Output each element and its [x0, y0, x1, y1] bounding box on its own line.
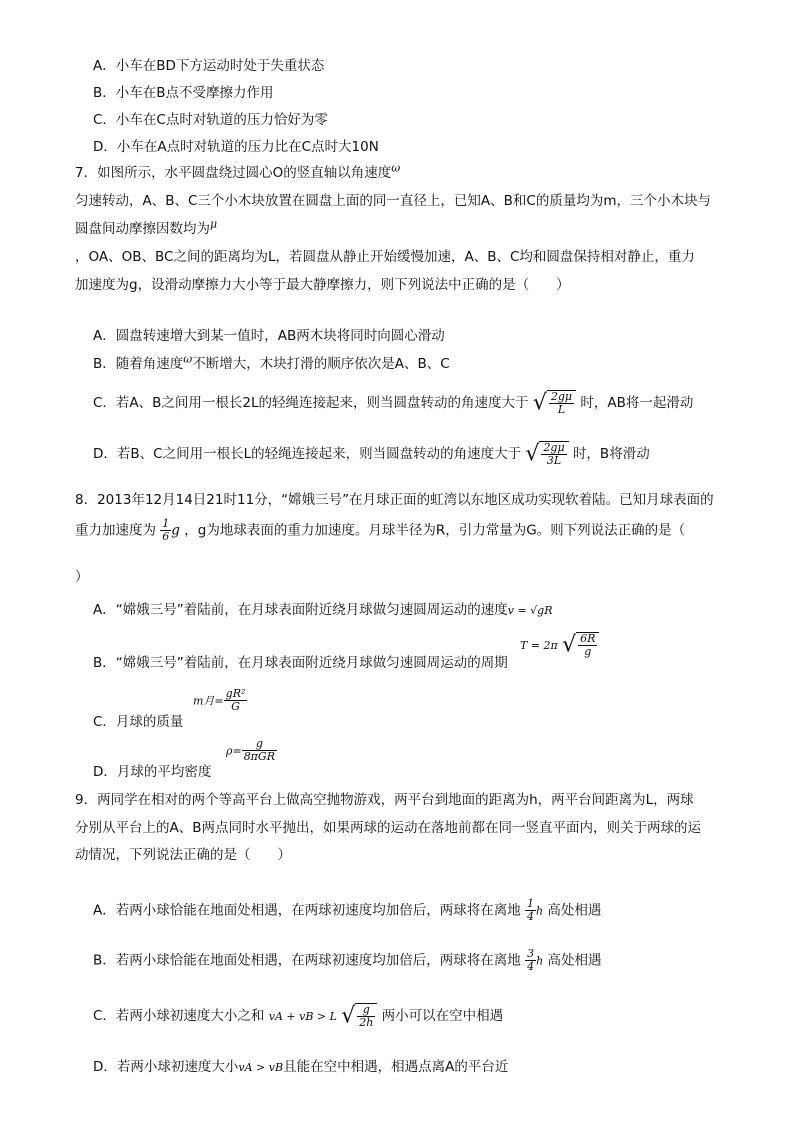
q9-option-d-formula: vA > vB — [238, 1061, 284, 1074]
q7-option-b — [93, 352, 450, 372]
q8-g-symbol: g — [171, 522, 180, 539]
q9-option-a-text-1: A．若两小球恰能在地面处相遇，在两球初速度均加倍后，两球将在离地 — [93, 902, 521, 919]
q8-option-c: C．月球的质量 — [93, 714, 184, 730]
q9-option-c-den: 2h — [359, 1016, 374, 1030]
q7-option-c-text-1: C．若A、B之间用一根长2L的轻绳连接起来，则当圆盘转动的角速度大于 — [93, 395, 529, 412]
q8-option-b: B．“嫦娥三号”着陆前，在月球表面附近绕月球做匀速圆周运动的周期 — [93, 655, 508, 671]
q8-stem-line-3: ） — [75, 569, 89, 585]
q8-option-c-formula — [193, 688, 247, 713]
q7-option-c-num: 2gμ — [550, 390, 573, 403]
q9-option-c-sqrt: √ $\frac{g}{2h}$ — [341, 1003, 377, 1029]
q9-option-d — [93, 1055, 508, 1075]
q9-option-c-formula: vA + vB > L — [268, 1010, 337, 1024]
q8-option-d-den: 8πGR — [243, 750, 275, 764]
q8-option-b-den: g — [584, 645, 592, 659]
q9-option-b-den: 4 — [527, 960, 535, 974]
q8-option-a — [93, 598, 553, 618]
q7-option-c-text-2: 时，AB将一起滑动 — [580, 395, 694, 412]
q7-option-c-den: L — [557, 403, 566, 417]
q8-option-c-fraction — [224, 688, 248, 713]
q8-stem-line-2 — [75, 518, 685, 543]
q9-option-a — [93, 898, 601, 923]
q7-stem-line-2: 匀速转动，A、B、C三个小木块放置在圆盘上面的同一直径上，已知A、B和C的质量均为m，三个小木块与 — [75, 193, 711, 209]
q8-stem-text-2b: ，g为地球表面的重力加速度。月球半径为R，引力常量为G。则下列说法正确的是（ — [184, 522, 686, 539]
q9-option-c-text-2: 两小可以在空中相遇 — [381, 1008, 504, 1025]
q8-option-d-formula — [226, 738, 277, 763]
q8-option-b-formula — [520, 632, 599, 658]
q7-option-d-text-2: 时，B将滑动 — [572, 446, 650, 463]
q9-option-b-text-2: 高处相遇 — [547, 952, 602, 969]
q9-option-a-den: 4 — [527, 910, 535, 924]
q7-option-d-sqrt: √ $\frac{2g\mu}{3L}$ — [525, 441, 568, 467]
q9-option-c-num: g — [357, 1004, 375, 1017]
q7-stem-line-5: 加速度为g，设滑动摩擦力大小等于最大静摩擦力，则下列说法中正确的是（ ） — [75, 277, 570, 293]
q8-option-b-formula-left: T = 2π — [520, 639, 558, 653]
q8-option-d: D．月球的平均密度 — [93, 764, 212, 780]
q8-option-b-num: 6R — [580, 632, 596, 645]
q7-option-d-num: 2gμ — [543, 441, 565, 454]
q9-stem-line-1: 9．两同学在相对的两个等高平台上做高空抛物游戏，两平台到地面的距离为h，两平台间距离为L，两球 — [75, 792, 694, 808]
q9-option-a-num: 1 — [527, 897, 535, 910]
q7-stem-line-3 — [75, 217, 217, 237]
q8-option-d-num: g — [242, 738, 277, 751]
q8-option-c-den: G — [231, 700, 240, 714]
q7-stem-text-3: 圆盘间动摩擦因数均为 — [75, 221, 210, 237]
q8-frac-den: 6 — [162, 530, 170, 544]
q9-option-a-text-2: 高处相遇 — [547, 902, 602, 919]
q7-option-b-text-1: B．随着角速度 — [93, 356, 184, 372]
q8-option-d-fraction — [242, 738, 277, 763]
q7-mu-symbol: μ — [210, 217, 218, 231]
q8-option-d-formula-left: ρ= — [226, 744, 242, 758]
q9-option-c-text-1: C．若两小球初速度大小之和 — [93, 1008, 265, 1025]
q8-frac-num: 1 — [162, 517, 170, 530]
q7-omega-symbol: ω — [391, 161, 401, 175]
q8-one-sixth-fraction — [160, 518, 171, 543]
q8-option-c-formula-left: m月= — [193, 694, 224, 708]
q6-option-b: B．小车在B点不受摩擦力作用 — [93, 85, 274, 101]
q8-option-a-formula: v = √gR — [507, 604, 553, 617]
q7-stem-line-4: ，OA、OB、BC之间的距离均为L，若圆盘从静止开始缓慢加速，A、B、C均和圆盘保持相对静止，重力 — [75, 249, 695, 265]
q9-option-a-fraction — [525, 898, 536, 923]
q7-option-b-text-2: 不断增大，木块打滑的顺序依次是A、B、C — [192, 356, 450, 372]
q6-option-a: A．小车在BD下方运动时处于失重状态 — [93, 58, 325, 74]
q7-option-b-omega: ω — [183, 352, 193, 366]
q8-option-b-sqrt: √ $\frac{6R}{g}$ — [562, 632, 599, 658]
q9-option-b-fraction — [525, 948, 536, 973]
q8-option-c-num: gR² — [225, 687, 246, 700]
q9-option-c — [93, 1003, 503, 1029]
q7-option-d — [93, 441, 650, 467]
q9-option-b-text-1: B．若两小球恰能在地面处相遇，在两球初速度均加倍后，两球将在离地 — [93, 952, 521, 969]
q8-option-a-text: A．“嫦娥三号”着陆前，在月球表面附近绕月球做匀速圆周运动的速度 — [93, 602, 508, 618]
q8-stem-text-2a: 重力加速度为 — [75, 522, 156, 539]
q7-option-d-den: 3L — [546, 454, 562, 468]
q9-option-d-text-1: D．若两小球初速度大小 — [93, 1059, 239, 1075]
q9-stem-line-2: 分别从平台上的A、B两点同时水平抛出，如果两球的运动在落地前都在同一竖直平面内，则关于两球的运 — [75, 820, 701, 836]
q6-option-c: C．小车在C点时对轨道的压力恰好为零 — [93, 112, 328, 128]
q8-stem-line-1: 8．2013年12月14日21时11分，“嫦娥三号”在月球正面的虹湾以东地区成功实现软着陆。已知月球表面的 — [75, 492, 714, 508]
q7-stem-text-1: 7．如图所示，水平圆盘绕过圆心O的竖直轴以角速度 — [75, 165, 392, 181]
q9-option-d-text-2: 且能在空中相遇，相遇点离A的平台近 — [283, 1059, 509, 1075]
q9-option-b — [93, 948, 601, 973]
q7-option-c — [93, 390, 693, 416]
q7-option-a: A．圆盘转速增大到某一值时，AB两木块将同时向圆心滑动 — [93, 328, 445, 344]
q9-option-a-h: h — [536, 904, 544, 918]
q9-option-b-num: 3 — [527, 947, 535, 960]
q7-stem-line-1 — [75, 161, 400, 181]
q6-option-d: D．小车在A点时对轨道的压力比在C点时大10N — [93, 139, 379, 155]
q7-option-c-sqrt: √ $\frac{2g\mu}{L}$ — [533, 390, 576, 416]
q9-stem-line-3: 动情况，下列说法正确的是（ ） — [75, 847, 291, 863]
q7-option-d-text-1: D．若B、C之间用一根长L的轻绳连接起来，则当圆盘转动的角速度大于 — [93, 446, 522, 463]
q9-option-b-h: h — [536, 954, 544, 968]
